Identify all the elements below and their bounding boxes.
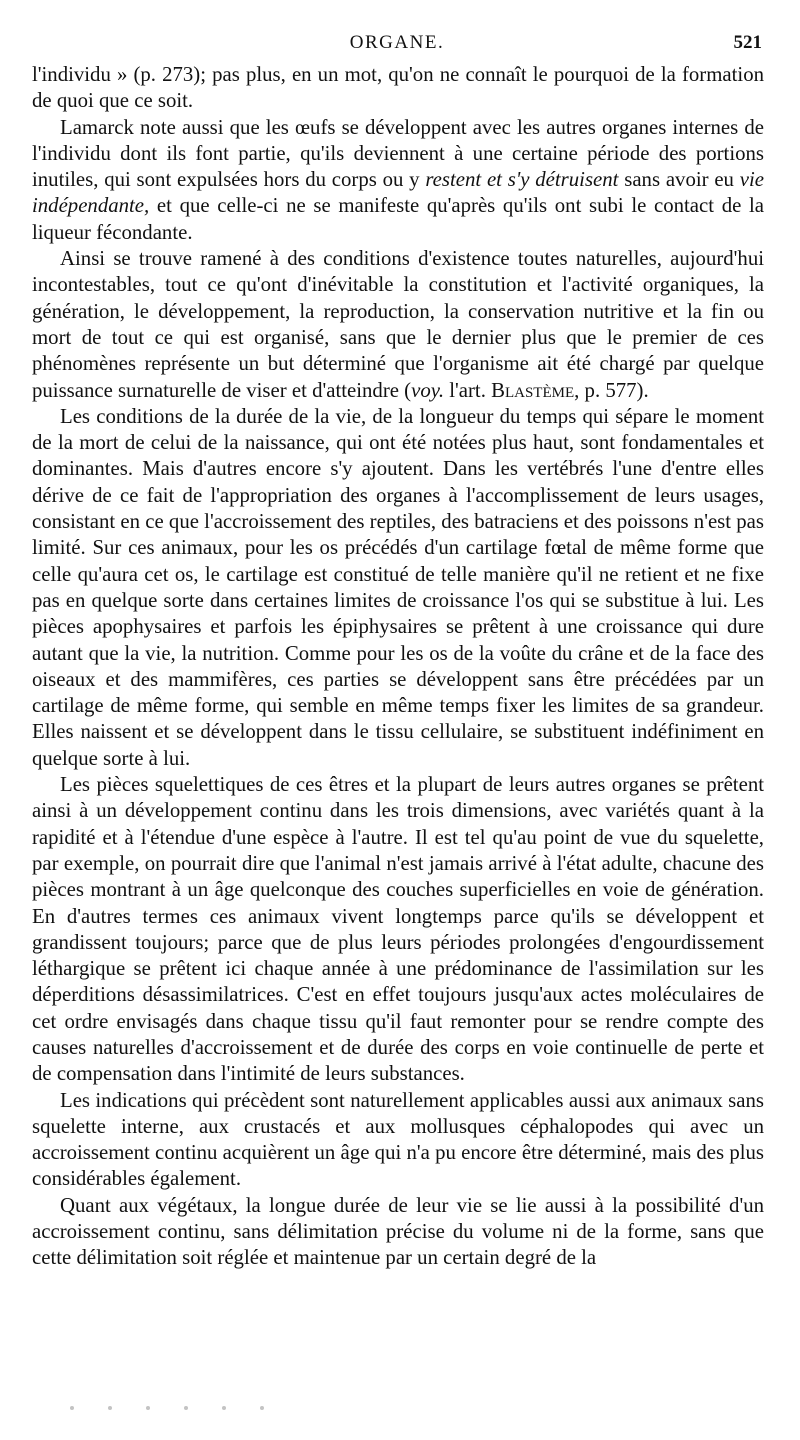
paragraph: [32, 115, 764, 246]
print-speck: [108, 1406, 112, 1410]
text-run: Les pièces squelettiques de ces êtres et la plupart de leurs autres organes se prêtent ainsi à un développement continu dans les trois dimensions, avec variétés quant à la rapidité et à l'étendue d'une espèce à l'autre. Il est tel qu'au point de vue du squelette, par exemple, on pourrait dire que l'animal n'est jamais arrivé à l'état adulte, chacune des pièces montrant à un âge quelconque des couches superficielles en voie de génération. En d'autres termes ces animaux vivent longtemps parce qu'ils se développent et grandissent toujours; parce que de plus leurs périodes prolongées d'engourdissement léthargique se prêtent ici chaque année à une prédominance de l'assimilation sur les déperditions désassimilatrices. C'est en effet toujours jusqu'aux actes moléculaires de cet ordre envisagés dans chaque tissu qu'il faut remonter pour se rendre compte des causes naturelles d'accroissement et de durée des corps en voie continuelle de perte et de compensation dans l'intimité de leurs substances.: [32, 773, 764, 1086]
text-run: l'individu » (p. 273); pas plus, en un mot, qu'on ne connaît le pourquoi de la formation de quoi que ce soit.: [32, 63, 764, 113]
italic-text: voy.: [411, 378, 445, 402]
text-run: Ainsi se trouve ramené à des conditions d'existence toutes naturelles, aujourd'hui incontestables, tout ce qu'ont d'inévitable la constitution et l'activité organiques, la génération, le développement, la reproduction, la conservation nutritive et la fin ou mort de tout ce qui est organisé, sans que le dernier plus que le premier de ces phénomènes représente un but déterminé que l'organisme ait été chargé par quelque puissance surnaturelle de viser et d'atteindre (: [32, 247, 764, 402]
print-speck: [70, 1406, 74, 1410]
text-run: Quant aux végétaux, la longue durée de leur vie se lie aussi à la possibilité d'un accroissement continu, sans délimitation précise du volume ni de la forme, sans que cette délimitation soit réglée et maintenue par un certain degré de la: [32, 1193, 764, 1270]
text-run: Les indications qui précèdent sont naturellement applicables aussi aux animaux sans squelette interne, aux crustacés et aux mollusques céphalopodes qui avec un accroissement continu acquièrent un âge qui n'a pu encore être déterminé, mais des plus considérables également.: [32, 1088, 764, 1191]
print-speck: [222, 1406, 226, 1410]
italic-text: restent et s'y détruisent: [425, 168, 619, 192]
paragraph: [32, 246, 764, 404]
running-title: ORGANE.: [349, 32, 445, 53]
small-caps-text: Blastème: [491, 378, 575, 402]
paragraph: [32, 1193, 764, 1272]
text-run: l'art.: [444, 378, 492, 402]
running-head: [32, 32, 762, 56]
text-run: Les conditions de la durée de la vie, de la longueur du temps qui sépare le moment de la mort de celui de la naissance, qui ont été notées plus haut, sont fondamentales et dominantes. Mais d'autres encore s'y ajoutent. Dans les vertébrés l'une d'entre elles dérive de ce fait de l'appropriation des organes à l'accomplissement de leurs usages, consistant en ce que l'accroissement des reptiles, des batraciens et des poissons n'est pas limité. Sur ces animaux, pour les os précédés d'un cartilage fœtal de même forme que celle qu'aura cet os, le cartilage est constitué de telle manière qu'il ne retient et ne fixe pas en quelque sorte dans certaines limites de croissance l'os qui se substitue à lui. Les pièces apophysaires et parfois les épiphysaires se prêtent à une croissance qui dure autant que la vie, la nutrition. Comme pour les os de la voûte du crâne et de la face des oiseaux et des mammifères, ces parties se développent sans être précédées par un cartilage de même forme, qui semble en même temps fixer les limites de sa grandeur. Elles naissent et se développent dans le tissu cellulaire, se substituent indéfiniment en quelque sorte à lui.: [32, 404, 764, 770]
text-run: Lamarck note aussi que les œufs se développent avec les autres organes internes de l'individu dont ils font partie, qu'ils deviennent à une certaine période des portions inutiles, qui sont expulsées hors du corps ou y: [32, 115, 764, 192]
paragraph: [32, 772, 764, 1088]
italic-text: vie indépendante,: [32, 168, 764, 218]
paragraph: [32, 62, 764, 115]
print-speck: [146, 1406, 150, 1410]
print-specks: [70, 1404, 370, 1412]
text-run: , p. 577).: [574, 378, 649, 402]
paragraph: [32, 404, 764, 772]
text-run: et que celle-ci ne se manifeste qu'après qu'ils ont subi le contact de la liqueur fécondante.: [32, 194, 764, 244]
page-number: 521: [733, 32, 762, 53]
body-text: [32, 62, 764, 1272]
paragraph: [32, 1088, 764, 1193]
print-speck: [260, 1406, 264, 1410]
print-speck: [184, 1406, 188, 1410]
text-run: sans avoir eu: [618, 168, 740, 192]
